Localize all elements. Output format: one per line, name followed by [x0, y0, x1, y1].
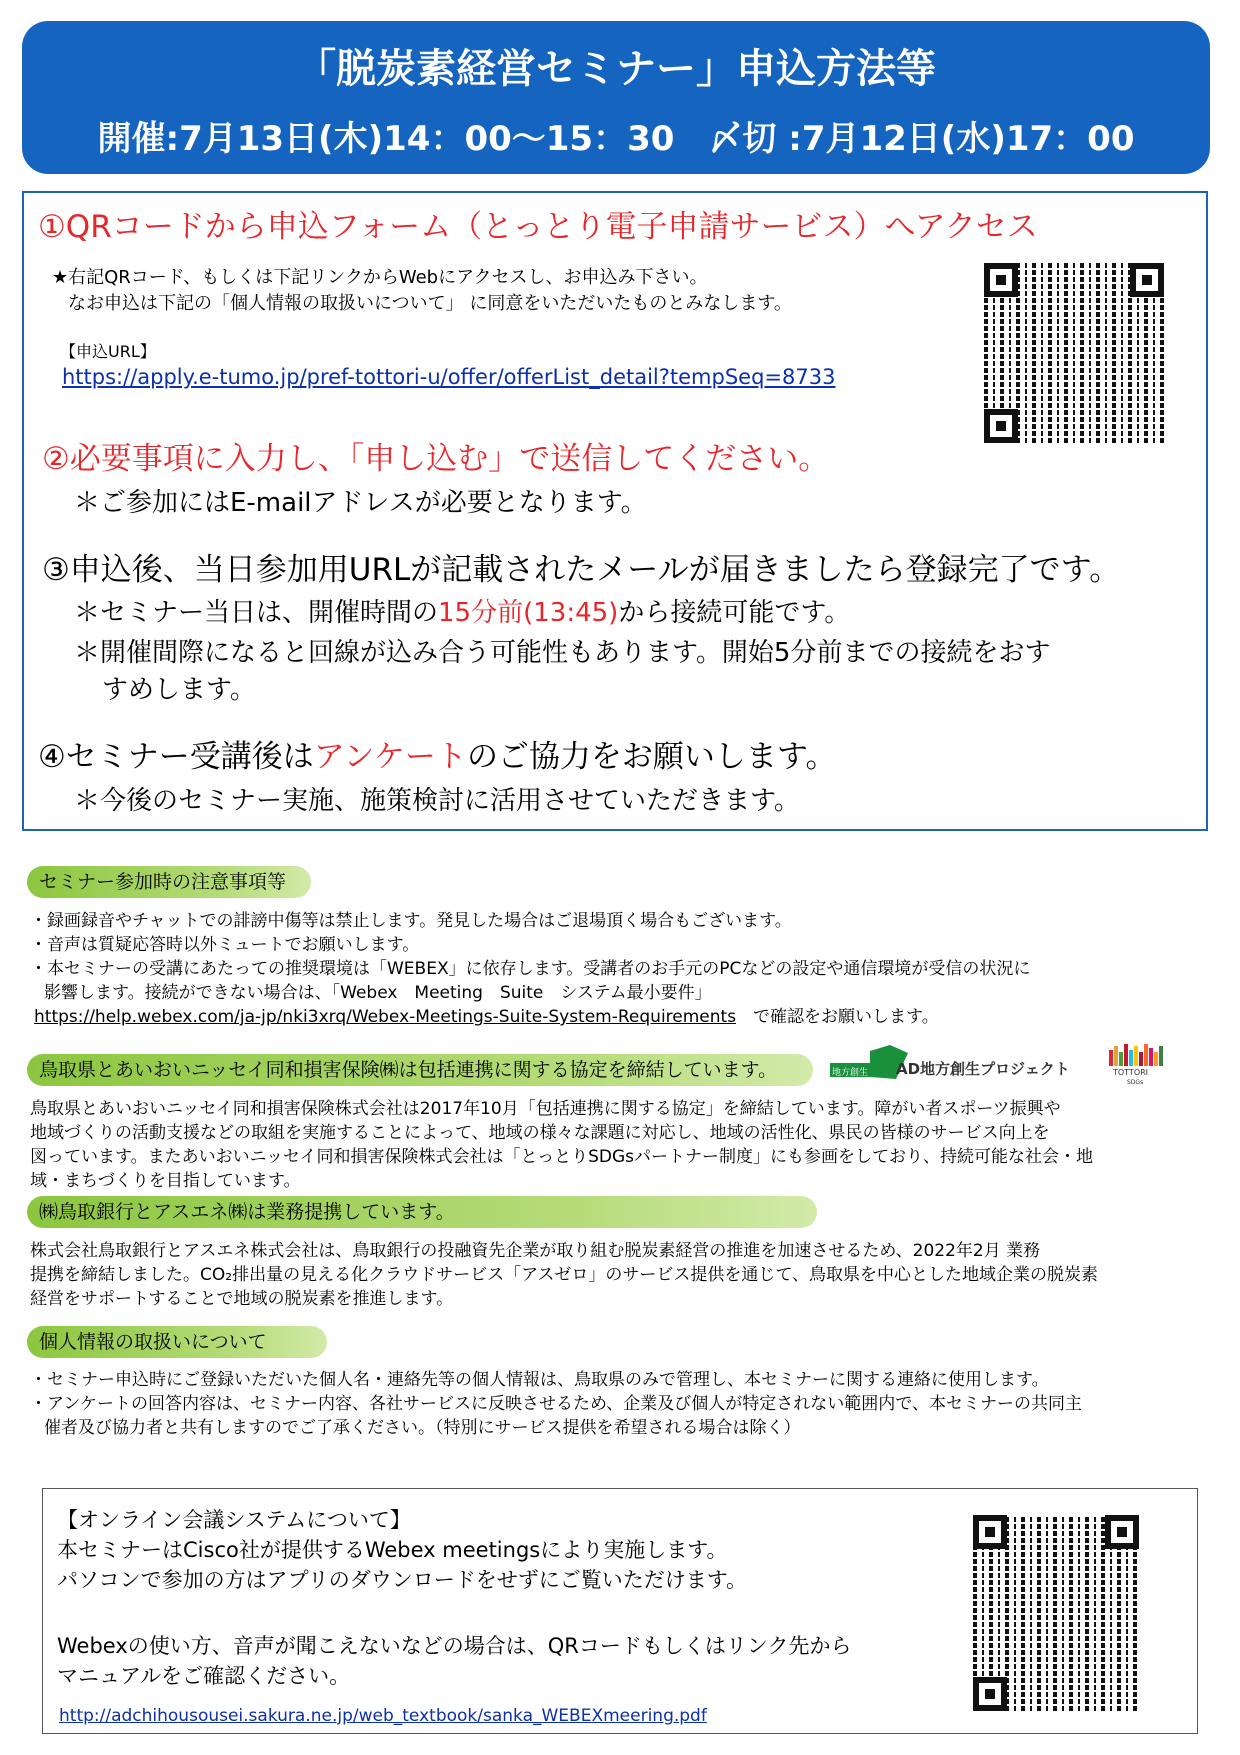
step3-title: ③申込後、当日参加用URLが記載されたメールが届きましたら登録完了です。 — [42, 552, 1121, 588]
partnership-line1: 鳥取県とあいおいニッセイ同和損害保険株式会社は2017年10月「包括連携に関する協定」を締結しています。障がい者スポーツ振興や — [30, 1099, 1061, 1119]
precautions-line2: ・音声は質疑応答時以外ミュートでお願いします。 — [30, 935, 420, 955]
header-banner — [22, 21, 1210, 174]
svg-text:地方創生: 地方創生 — [832, 1068, 869, 1078]
alliance-line2: 提携を締結しました。CO₂排出量の見える化クラウドサービス「アスゼロ」のサービス提供を通じて、鳥取県を中心とした地域企業の脱炭素 — [30, 1265, 1099, 1285]
online-line5: マニュアルをご確認ください。 — [57, 1664, 351, 1688]
partnership-line4: 域・まちづくりを目指しています。 — [30, 1171, 301, 1191]
tottori-sdgs-logo — [1107, 1042, 1169, 1086]
online-meeting-box — [42, 1488, 1198, 1734]
step2-note: ＊ご参加にはE-mailアドレスが必要となります。 — [74, 488, 647, 518]
webex-requirements-link[interactable]: https://help.webex.com/ja-jp/nki3xrq/Webex-Meetings-Suite-System-Requirements — [34, 1007, 737, 1027]
page-title: 「脱炭素経営セミナー」申込方法等 — [296, 46, 936, 92]
step2-title: ②必要事項に入力し、「申し込む」で送信してください。 — [42, 441, 830, 477]
section-title-partnership: 鳥取県とあいおいニッセイ同和損害保険㈱は包括連携に関する協定を締結しています。 — [27, 1054, 813, 1086]
application-steps-box — [22, 191, 1208, 831]
online-line2: 本セミナーはCisco社が提供するWebex meetingsにより実施します。 — [57, 1538, 728, 1562]
precautions-line3: ・本セミナーの受講にあたっての推奨環境は「WEBEX」に依存します。受講者のお手元のPCなどの設定や通信環境が受信の状況に — [30, 959, 1031, 979]
webex-manual-link[interactable]: http://adchihousousei.sakura.ne.jp/web_textbook/sanka_WEBEXmeering.pdf — [59, 1706, 707, 1726]
partnership-line3: 図っています。またあいおいニッセイ同和損害保険株式会社は「とっとりSDGsパートナー制度」にも参画をしており、持続可能な社会・地 — [30, 1147, 1094, 1167]
step1-note1: ★右記QRコード、もしくは下記リンクからWebにアクセスし、お申込み下さい。 — [52, 267, 708, 288]
step3-note1: ＊セミナー当日は、開催時間の15分前(13:45)から接続可能です。 — [74, 598, 851, 628]
svg-text:SDGs: SDGs — [1127, 1079, 1144, 1086]
online-heading: 【オンライン会議システムについて】 — [57, 1508, 411, 1532]
online-line4: Webexの使い方、音声が聞こえないなどの場合は、QRコードもしくはリンク先から — [57, 1634, 852, 1658]
step3-note2-cont: すめします。 — [102, 675, 256, 705]
svg-text:TOTTORI: TOTTORI — [1113, 1068, 1149, 1077]
application-qr-code — [984, 263, 1164, 443]
manual-qr-code — [973, 1515, 1139, 1711]
privacy-line1: ・セミナー申込時にご登録いただいた個人名・連絡先等の個人情報は、鳥取県のみで管理し、本セミナーに関する連絡に使用します。 — [30, 1370, 1049, 1390]
section-title-privacy: 個人情報の取扱いについて — [27, 1326, 327, 1358]
alliance-line1: 株式会社鳥取銀行とアスエネ株式会社は、鳥取銀行の投融資先企業が取り組む脱炭素経営の推進を加速させるため、2022年2月 業務 — [30, 1241, 1041, 1261]
step4-note: ＊今後のセミナー実施、施策検討に活用させていただきます。 — [74, 786, 800, 816]
alliance-line3: 経営をサポートすることで地域の脱炭素を推進します。 — [30, 1289, 454, 1309]
privacy-line2: ・アンケートの回答内容は、セミナー内容、各社サービスに反映させるため、企業及び個人が特定されない範囲内で、本セミナーの共同主 — [30, 1394, 1082, 1414]
online-line3: パソコンで参加の方はアプリのダウンロードをせずにご覧いただけます。 — [57, 1568, 748, 1592]
precautions-line5: https://help.webex.com/ja-jp/nki3xrq/Webex-Meetings-Suite-System-Requirements で確認をお願いします。 — [34, 1007, 939, 1027]
partnership-line2: 地域づくりの活動支援などの取組を実施することによって、地域の様々な課題に対応し、地域の活性化、県民の皆様のサービス向上を — [30, 1123, 1050, 1143]
section-title-business-alliance: ㈱鳥取銀行とアスエネ㈱は業務提携しています。 — [27, 1196, 817, 1228]
step1-note2: なお申込は下記の「個人情報の取扱いについて」 に同意をいただいたものとみなします。 — [68, 293, 792, 314]
step3-note2: ＊開催間際になると回線が込み合う可能性もあります。開始5分前までの接続をおす — [74, 638, 1051, 668]
url-label: 【申込URL】 — [60, 342, 156, 361]
ad-project-logo: AD地方創生プロジェクト — [896, 1060, 1070, 1078]
precautions-line4: 影響します。接続ができない場合は、「Webex Meeting Suite システム最小要件」 — [44, 983, 712, 1003]
application-url-link[interactable]: https://apply.e-tumo.jp/pref-tottori-u/offer/offerList_detail?tempSeq=8733 — [62, 365, 836, 389]
step1-title: ①QRコードから申込フォーム（とっとり電子申請サービス）へアクセス — [38, 209, 1038, 245]
privacy-line3: 催者及び協力者と共有しますのでご了承ください。（特別にサービス提供を希望される場合は除く） — [44, 1418, 801, 1438]
precautions-line1: ・録画録音やチャットでの誹謗中傷等は禁止します。発見した場合はご退場頂く場合もございます。 — [30, 911, 792, 931]
step4-title: ④セミナー受講後はアンケートのご協力をお願いします。 — [38, 739, 837, 775]
section-title-precautions: セミナー参加時の注意事項等 — [27, 866, 311, 898]
schedule-text: 開催:7月13日(木)14：00～15：30 〆切 :7月12日(水)17：00 — [97, 119, 1135, 159]
